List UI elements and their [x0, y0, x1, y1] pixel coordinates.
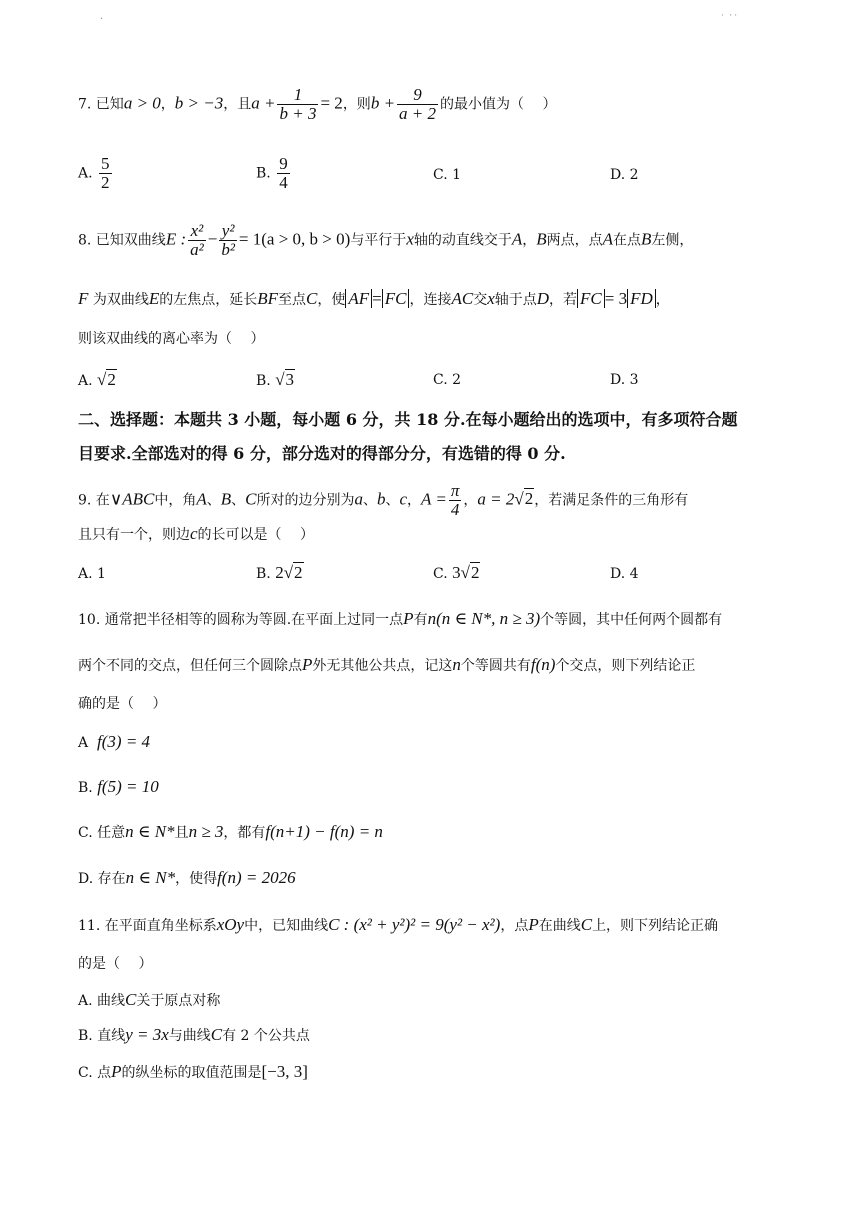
question-10-option-b: B. f(5) = 10	[78, 777, 159, 796]
question-9-option-b: B. 2√2	[256, 563, 303, 582]
question-11-line-1: 11. 在平面直角坐标系xOy中，已知曲线C : (x² + y²)² = 9(y² − x²)，点P在曲线C上，则下列结论正确	[78, 915, 719, 934]
question-8-option-c: C. 2	[433, 372, 462, 388]
question-9-line-2: 且只有一个，则边c的长可以是（ ）	[78, 524, 314, 543]
question-11-line-2: 的是（ ）	[78, 956, 153, 972]
question-9-option-d: D. 4	[610, 566, 639, 582]
question-10-line-3: 确的是（ ）	[78, 696, 167, 712]
question-10-option-d: D. 存在n ∈ N*，使得f(n) = 2026	[78, 868, 296, 887]
question-9-line-1: 9. 在∨ABC中，角A、B、C所对的边分别为a、b、c，A = $\frac{\pi}{4}$ ，a = 2√2，若满足条件的三角形有	[78, 481, 689, 519]
question-7-option-c: C. 1	[433, 167, 462, 183]
question-7-stem: 7. 已知a > 0，b > −3，且a + $\frac{1}{b + 3}$ = 2，则b + $\frac{9}{a + 2}$ 的最小值为（ ）	[78, 85, 557, 123]
question-9-option-c: C. 3√2	[433, 563, 480, 582]
question-8-option-d: D. 3	[610, 372, 639, 388]
question-9-option-a: A. 1	[78, 566, 106, 582]
question-11-option-b: B. 直线y = 3x与曲线C有 2 个公共点	[78, 1025, 310, 1044]
question-10-option-a: A f(3) = 4	[78, 732, 151, 751]
question-8-option-b: B. √3	[256, 370, 295, 389]
question-8-line-1: 8. 已知双曲线E : $\frac{\text{x²}}{\text{a²}}$ − $\frac{\text{y²}}{\text{b²}}$ = 1(a > 0, b > 0)与平行于x轴的动直线交于A，B两点，点A在点B左侧，	[78, 221, 694, 259]
question-8-line-2: F 为双曲线E的左焦点，延长BF至点C，使 AF = FC ，连接AC交x轴于点D，若 FC = 3 FD ，	[78, 289, 670, 308]
question-11-option-c: C. 点P的纵坐标的取值范围是[−3, 3]	[78, 1062, 308, 1081]
section-2-instructions-line-1: 二、选择题：本题共 3 小题，每小题 6 分，共 18 分.在每小题给出的选项中，有多项符合题	[78, 410, 738, 429]
question-7-option-b: B. $\frac{9}{4}$	[256, 154, 288, 192]
question-10-option-c: C. 任意n ∈ N*且n ≥ 3，都有f(n+1) − f(n) = n	[78, 822, 383, 841]
question-11-option-a: A. 曲线C关于原点对称	[78, 990, 221, 1009]
question-10-line-2: 两个不同的交点，但任何三个圆除点P外无其他公共点，记这n个等圆共有f(n)个交点，则下列结论正	[78, 655, 696, 674]
section-2-instructions-line-2: 目要求.全部选对的得 6 分，部分选对的得部分分，有选错的得 0 分.	[78, 444, 566, 463]
question-7-option-d: D. 2	[610, 167, 639, 183]
question-7-option-a: A. $\frac{5}{2}$	[78, 154, 110, 192]
question-8-line-3: 则该双曲线的离心率为（ ）	[78, 331, 265, 347]
question-10-line-1: 10. 通常把半径相等的圆称为等圆.在平面上过同一点P有n(n ∈ N*, n ≥ 3)个等圆，其中任何两个圆都有	[78, 609, 723, 628]
header-mark-left: ·	[100, 14, 104, 25]
header-mark-right: ˙ ˙˙	[720, 14, 739, 25]
question-8-option-a: A. √2	[78, 370, 116, 389]
